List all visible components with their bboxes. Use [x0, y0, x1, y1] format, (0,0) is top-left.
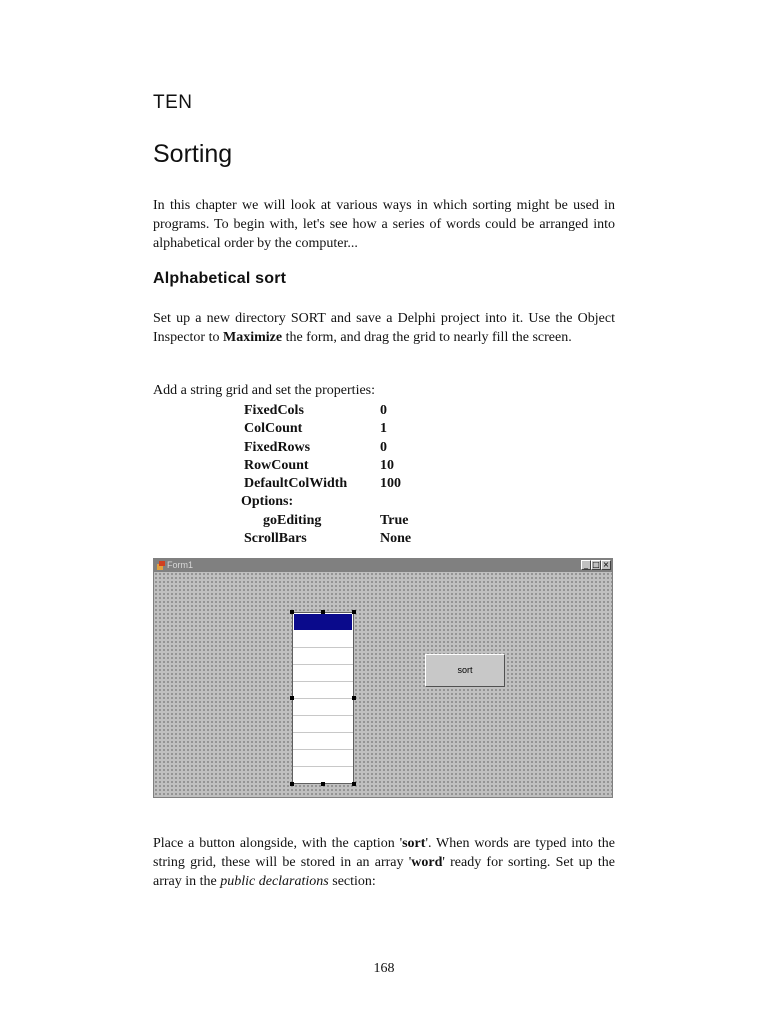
- chapter-title: Sorting: [153, 140, 233, 168]
- delphi-form-icon: [157, 561, 165, 570]
- resize-handle-e[interactable]: [352, 696, 356, 700]
- resize-handle-ne[interactable]: [352, 610, 356, 614]
- form-title: Form1: [167, 560, 194, 570]
- place-italic-public-declarations: public declarations: [220, 874, 329, 889]
- property-row: [244, 512, 411, 530]
- intro-paragraph: In this chapter we will look at various ways in which sorting might be used in programs. To begin with, let's see how a series of words could be arranged into alphabetical order by the computer...: [153, 198, 615, 251]
- resize-handle-w[interactable]: [290, 696, 294, 700]
- form-titlebar: [154, 559, 612, 572]
- property-row: [244, 439, 411, 457]
- property-row: [244, 457, 411, 475]
- property-value: None: [380, 531, 412, 547]
- property-value: True: [380, 512, 409, 528]
- grid-row-line: [293, 749, 353, 750]
- page-number: 168: [373, 961, 395, 976]
- sort-button[interactable]: sort: [425, 654, 505, 687]
- setup-paragraph: [153, 309, 615, 347]
- grid-row-line: [293, 681, 353, 682]
- place-text-1: Place a button alongside, with the caption ': [153, 836, 403, 851]
- property-name: ColCount: [244, 421, 303, 437]
- place-text-3: ' ready for sorting. Set up the array in the: [153, 855, 615, 889]
- close-button[interactable]: ×: [602, 560, 610, 569]
- property-value: 0: [380, 439, 387, 455]
- property-name: FixedRows: [244, 439, 311, 455]
- grid-row-line: [293, 766, 353, 767]
- resize-handle-sw[interactable]: [290, 782, 294, 786]
- place-bold-sort: sort: [402, 836, 426, 851]
- grid-row-line: [293, 715, 353, 716]
- chapter-label: TEN: [153, 92, 193, 113]
- minimize-button[interactable]: _: [581, 560, 591, 570]
- property-value: 100: [380, 476, 401, 492]
- setup-text-1: Set up a new directory SORT and save a Delphi project into it. Use the Object Inspector to: [153, 311, 615, 345]
- property-name: Options:: [241, 494, 294, 510]
- form-client-area: [154, 572, 612, 797]
- property-name: ScrollBars: [244, 531, 307, 547]
- property-row: [244, 402, 411, 420]
- properties-intro: Add a string grid and set the properties:: [153, 383, 376, 398]
- property-value: 10: [380, 457, 394, 473]
- place-paragraph: [153, 834, 615, 891]
- property-row: [244, 530, 411, 548]
- grid-row-line: [293, 664, 353, 665]
- place-bold-word: word: [411, 855, 443, 870]
- resize-handle-s[interactable]: [321, 782, 325, 786]
- section-heading: Alphabetical sort: [153, 270, 287, 287]
- property-name: FixedCols: [244, 403, 304, 418]
- setup-bold-maximize: Maximize: [222, 330, 283, 345]
- property-row: [241, 493, 411, 511]
- resize-handle-se[interactable]: [352, 782, 356, 786]
- grid-selected-cell[interactable]: [294, 614, 352, 630]
- place-text-4: section:: [328, 874, 376, 889]
- grid-row-line: [293, 647, 353, 648]
- grid-row-line: [293, 732, 353, 733]
- grid-row-line: [293, 698, 353, 699]
- place-text-2: '. When words are typed into the string grid, these will be stored in an array ': [153, 836, 615, 870]
- resize-handle-n[interactable]: [321, 610, 325, 614]
- property-name: RowCount: [244, 457, 309, 473]
- property-row: [244, 475, 411, 493]
- properties-list: [241, 402, 412, 548]
- property-name: DefaultColWidth: [244, 476, 348, 492]
- maximize-button[interactable]: □: [592, 560, 600, 569]
- setup-text-2: the form, and drag the grid to nearly fill the screen.: [282, 330, 572, 345]
- property-value: 1: [380, 421, 387, 437]
- form-designer-screenshot: [153, 558, 613, 798]
- property-row: [244, 420, 411, 438]
- string-grid[interactable]: [292, 612, 354, 784]
- property-name: goEditing: [263, 512, 322, 528]
- property-value: 0: [380, 403, 387, 418]
- resize-handle-nw[interactable]: [290, 610, 294, 614]
